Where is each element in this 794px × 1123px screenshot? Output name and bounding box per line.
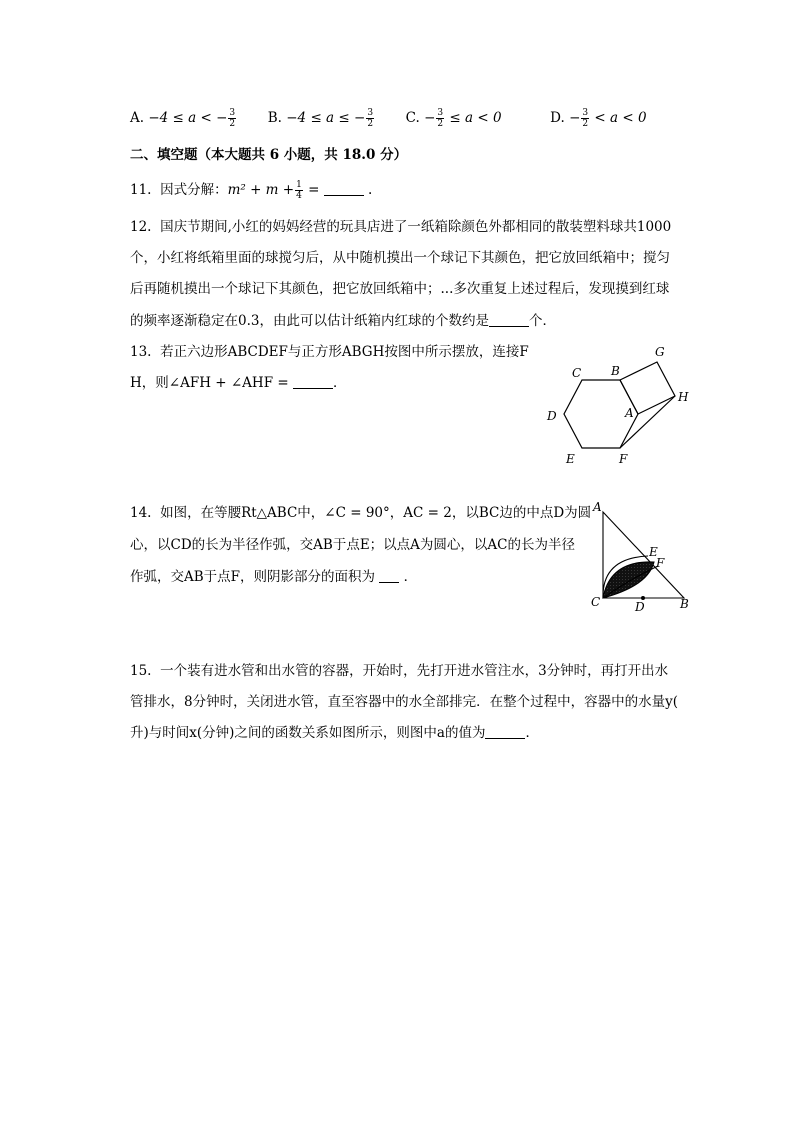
triangle-lens-figure (588, 500, 698, 615)
answer-blank-13[interactable] (293, 374, 333, 389)
question-14-line1: 14. 如图，在等腰Rt△ABC中，∠C = 90°，AC = 2，以BC边的中点D为圆 (130, 505, 592, 521)
question-15-line2: 管排水，8分钟时，关闭进水管，直至容器中的水全部排完．在整个过程中，容器中的水量y( (130, 694, 678, 710)
label-h: H (678, 390, 689, 404)
choice-c[interactable]: C. − $\frac{3}{2}$ ≤ a < 0 (405, 108, 502, 129)
answer-blank-15[interactable] (485, 724, 525, 739)
label-f: F (619, 452, 628, 466)
question-14-line2: 心，以CD的长为半径作弧，交AB于点E；以点A为圆心，以AC的长为半径 (130, 537, 576, 553)
question-11: 11. 因式分解：m² + m + $\frac{1}{4}$ = . (130, 180, 373, 201)
question-14-line3: 作弧，交AB于点F，则阴影部分的面积为 ． (130, 569, 418, 585)
label-b: B (611, 364, 620, 378)
label-b: B (680, 597, 689, 611)
label-f: F (656, 556, 665, 570)
answer-blank-12[interactable] (489, 312, 529, 327)
choice-b[interactable]: B. −4 ≤ a ≤ − $\frac{3}{2}$ (267, 108, 374, 129)
label-g: G (655, 345, 665, 359)
question-12-line2: 个，小红将纸箱里面的球搅匀后，从中随机摸出一个球记下其颜色，把它放回纸箱中；搅匀 (130, 250, 670, 266)
label-d: D (547, 409, 557, 423)
label-d: D (635, 600, 645, 614)
choice-a[interactable]: A. −4 ≤ a < − $\frac{3}{2}$ (130, 108, 236, 129)
label-a: A (593, 500, 602, 514)
question-12-line4: 的频率逐渐稳定在0.3，由此可以估计纸箱内红球的个数约是 个． (130, 313, 556, 329)
segment-fh (620, 396, 675, 448)
answer-blank-11[interactable] (324, 181, 364, 196)
answer-blank-14[interactable] (379, 568, 399, 583)
label-e: E (649, 545, 658, 559)
question-13-line1: 13. 若正六边形ABCDEF与正方形ABGH按图中所示摆放，连接F (130, 344, 529, 360)
question-15-line3: 升)与时间x(分钟)之间的函数关系如图所示，则图中a的值为 ． (130, 725, 539, 741)
label-a: A (625, 406, 634, 420)
section-title: 二、填空题（本大题共 6 小题，共 18.0 分） (130, 147, 408, 163)
label-e: E (566, 452, 575, 466)
label-c: C (591, 595, 601, 609)
question-12-line1: 12. 国庆节期间,小红的妈妈经营的玩具店进了一纸箱除颜色外都相同的散装塑料球共1000 (130, 219, 672, 235)
label-c: C (572, 366, 582, 380)
question-12-line3: 后再随机摸出一个球记下其颜色，把它放回纸箱中；...多次重复上述过程后，发现摸到红球 (130, 281, 670, 297)
choices-row (130, 108, 647, 129)
hexagon-square-figure (540, 340, 700, 470)
question-15-line1: 15. 一个装有进水管和出水管的容器，开始时，先打开进水管注水，3分钟时，再打开出水 (130, 663, 669, 679)
question-13-line2: H，则∠AFH + ∠AHF = ． (130, 375, 347, 391)
choice-d[interactable]: D. − $\frac{3}{2}$ < a < 0 (550, 108, 647, 129)
